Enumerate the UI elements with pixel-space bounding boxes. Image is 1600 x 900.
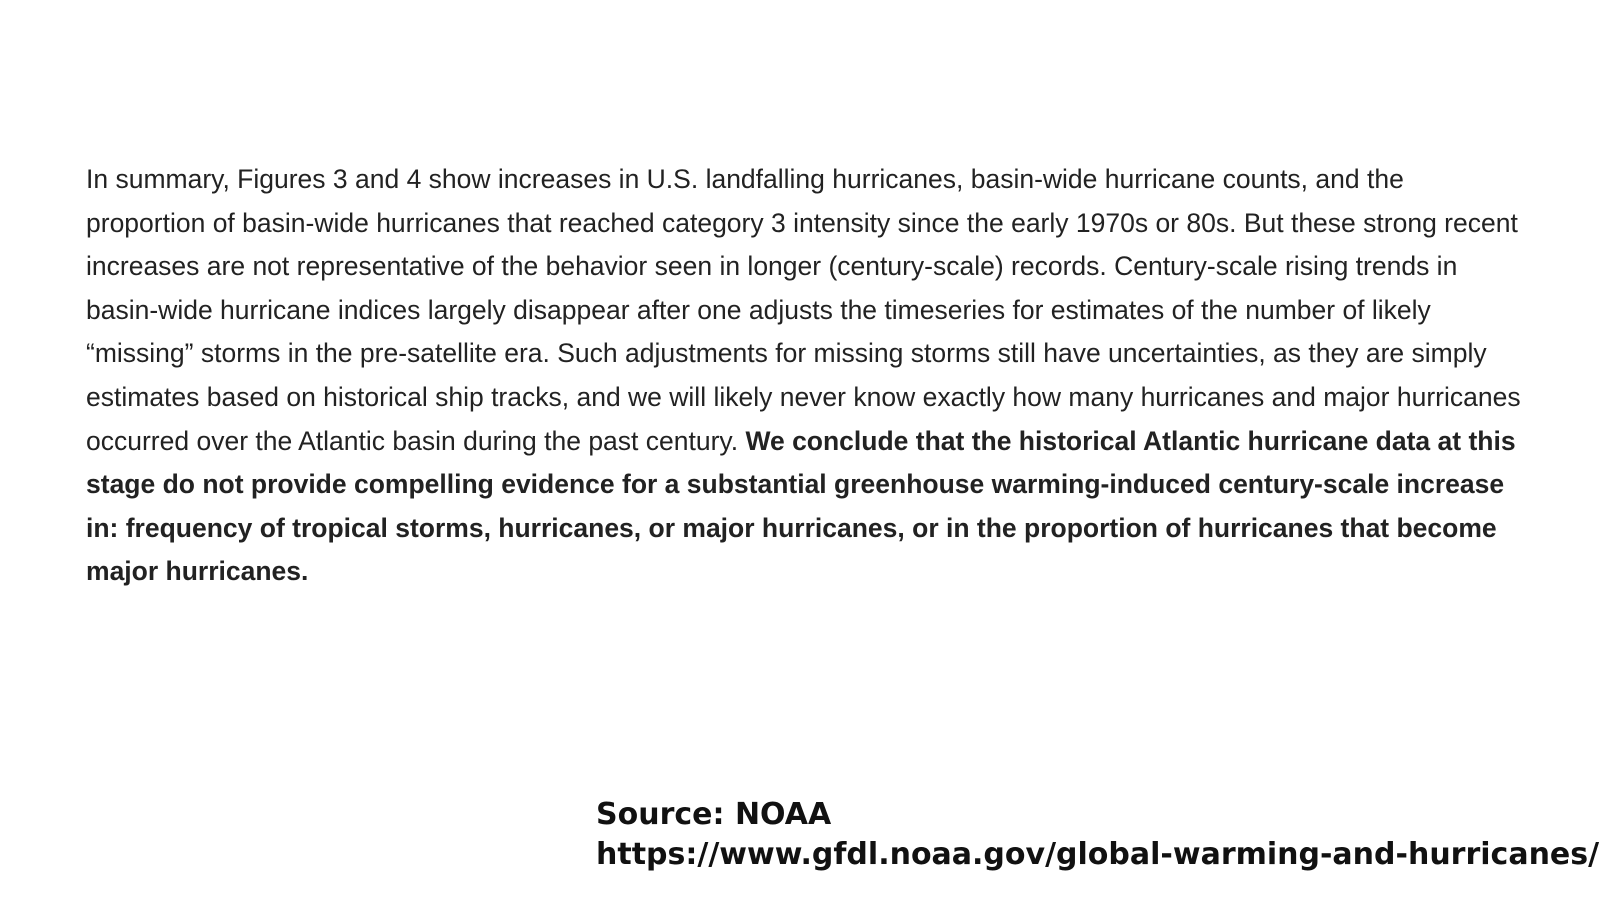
summary-paragraph — [86, 158, 1526, 594]
summary-text: In summary, Figures 3 and 4 show increases in U.S. landfalling hurricanes, basin-wide hurricane counts, and the proportion of basin-wide hurricanes that reached category 3 intensity since the early 1970s or 80s. But these strong recent increases are not representative of the behavior seen in longer (century-scale) records. Century-scale rising trends in basin-wide hurricane indices largely disappear after one adjusts the timeseries for estimates of the number of likely “missing” storms in the pre-satellite era. Such adjustments for missing storms still have uncertainties, as they are simply estimates based on historical ship tracks, and we will likely never know exactly how many hurricanes and major hurricanes occurred over the Atlantic basin during the past century. — [86, 164, 1521, 456]
conclusion-text: We conclude that the historical Atlantic hurricane data at this stage do not provide compelling evidence for a substantial greenhouse warming-induced century-scale increase in: frequency of tropical storms, hurricanes, or major hurricanes, or in the proportion of hurricanes that become major hurricanes. — [86, 425, 1516, 587]
source-citation — [596, 795, 1599, 875]
source-label: Source: NOAA — [596, 797, 832, 832]
source-url: https://www.gfdl.noaa.gov/global-warming-and-hurricanes/ — [596, 837, 1600, 872]
